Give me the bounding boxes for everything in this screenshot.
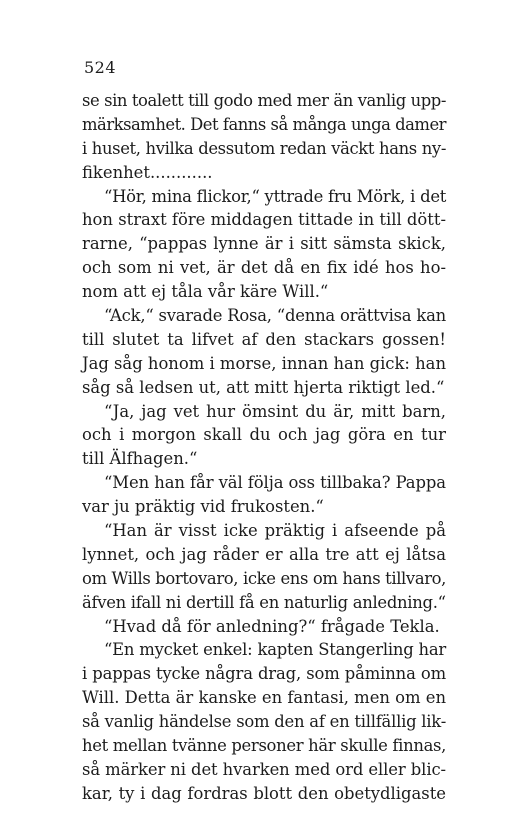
text-line: var ju präktig vid frukosten.“ (82, 497, 324, 517)
text-line: se sin toalett till godo med mer än vanlig upp- (82, 91, 446, 110)
text-line: Jag såg honom i morse, innan han gick: han (82, 353, 447, 373)
text-line: så märker ni det hvarken med ord eller blic- (82, 759, 446, 779)
text-line: nom att ej tåla vår käre Will.“ (82, 282, 329, 302)
body-text (82, 89, 446, 806)
text-line: märksamhet. Det fanns så många unga damer (82, 114, 446, 134)
text-line: “En mycket enkel: kapten Stangerling har (104, 640, 446, 660)
text-line: och i morgon skall du och jag göra en tur (82, 425, 446, 445)
text-line: hon straxt före middagen tittade in till dött- (82, 210, 446, 230)
text-line: fikenhet............ (82, 162, 213, 182)
text-line: såg så ledsen ut, att mitt hjerta riktigt led.“ (82, 377, 445, 397)
text-line: “Han är visst icke präktig i afseende på (104, 521, 446, 541)
text-line: Will. Detta är kanske en fantasi, men om en (82, 688, 446, 708)
text-line: “Ja, jag vet hur ömsint du är, mitt barn, (104, 401, 446, 421)
text-line: “Hör, mina flickor,“ yttrade fru Mörk, i det (104, 186, 447, 206)
text-line: “Ack,“ svarade Rosa, “denna orättvisa kan (104, 306, 446, 326)
text-line: så vanlig händelse som den af en tillfällig lik- (82, 712, 446, 732)
text-line: till Älfhagen.“ (82, 449, 198, 469)
text-line: “Hvad då för anledning?“ frågade Tekla. (104, 616, 440, 636)
text-line: om Wills bortovaro, icke ens om hans tillvaro, (82, 568, 446, 588)
text-line: i huset, hvilka dessutom redan väckt hans ny- (82, 138, 446, 158)
text-line: i pappas tycke några drag, som påminna om (82, 664, 446, 684)
text-line: het mellan tvänne personer här skulle finnas, (82, 736, 447, 756)
text-line: “Men han får väl följa oss tillbaka? Pappa (104, 473, 446, 493)
page-number: 524 (84, 58, 117, 77)
text-line: till slutet ta lifvet af den stackars gossen! (82, 329, 446, 349)
text-line: lynnet, och jag råder er alla tre att ej låtsa (82, 544, 446, 564)
text-line: rarne, “pappas lynne är i sitt sämsta skick, (82, 234, 446, 254)
text-line: äfven ifall ni dertill få en naturlig anledning.“ (82, 592, 446, 612)
text-line: kar, ty i dag fordras blott den obetydligaste (82, 783, 446, 803)
text-line: och som ni vet, är det då en fix idé hos ho- (82, 258, 446, 278)
